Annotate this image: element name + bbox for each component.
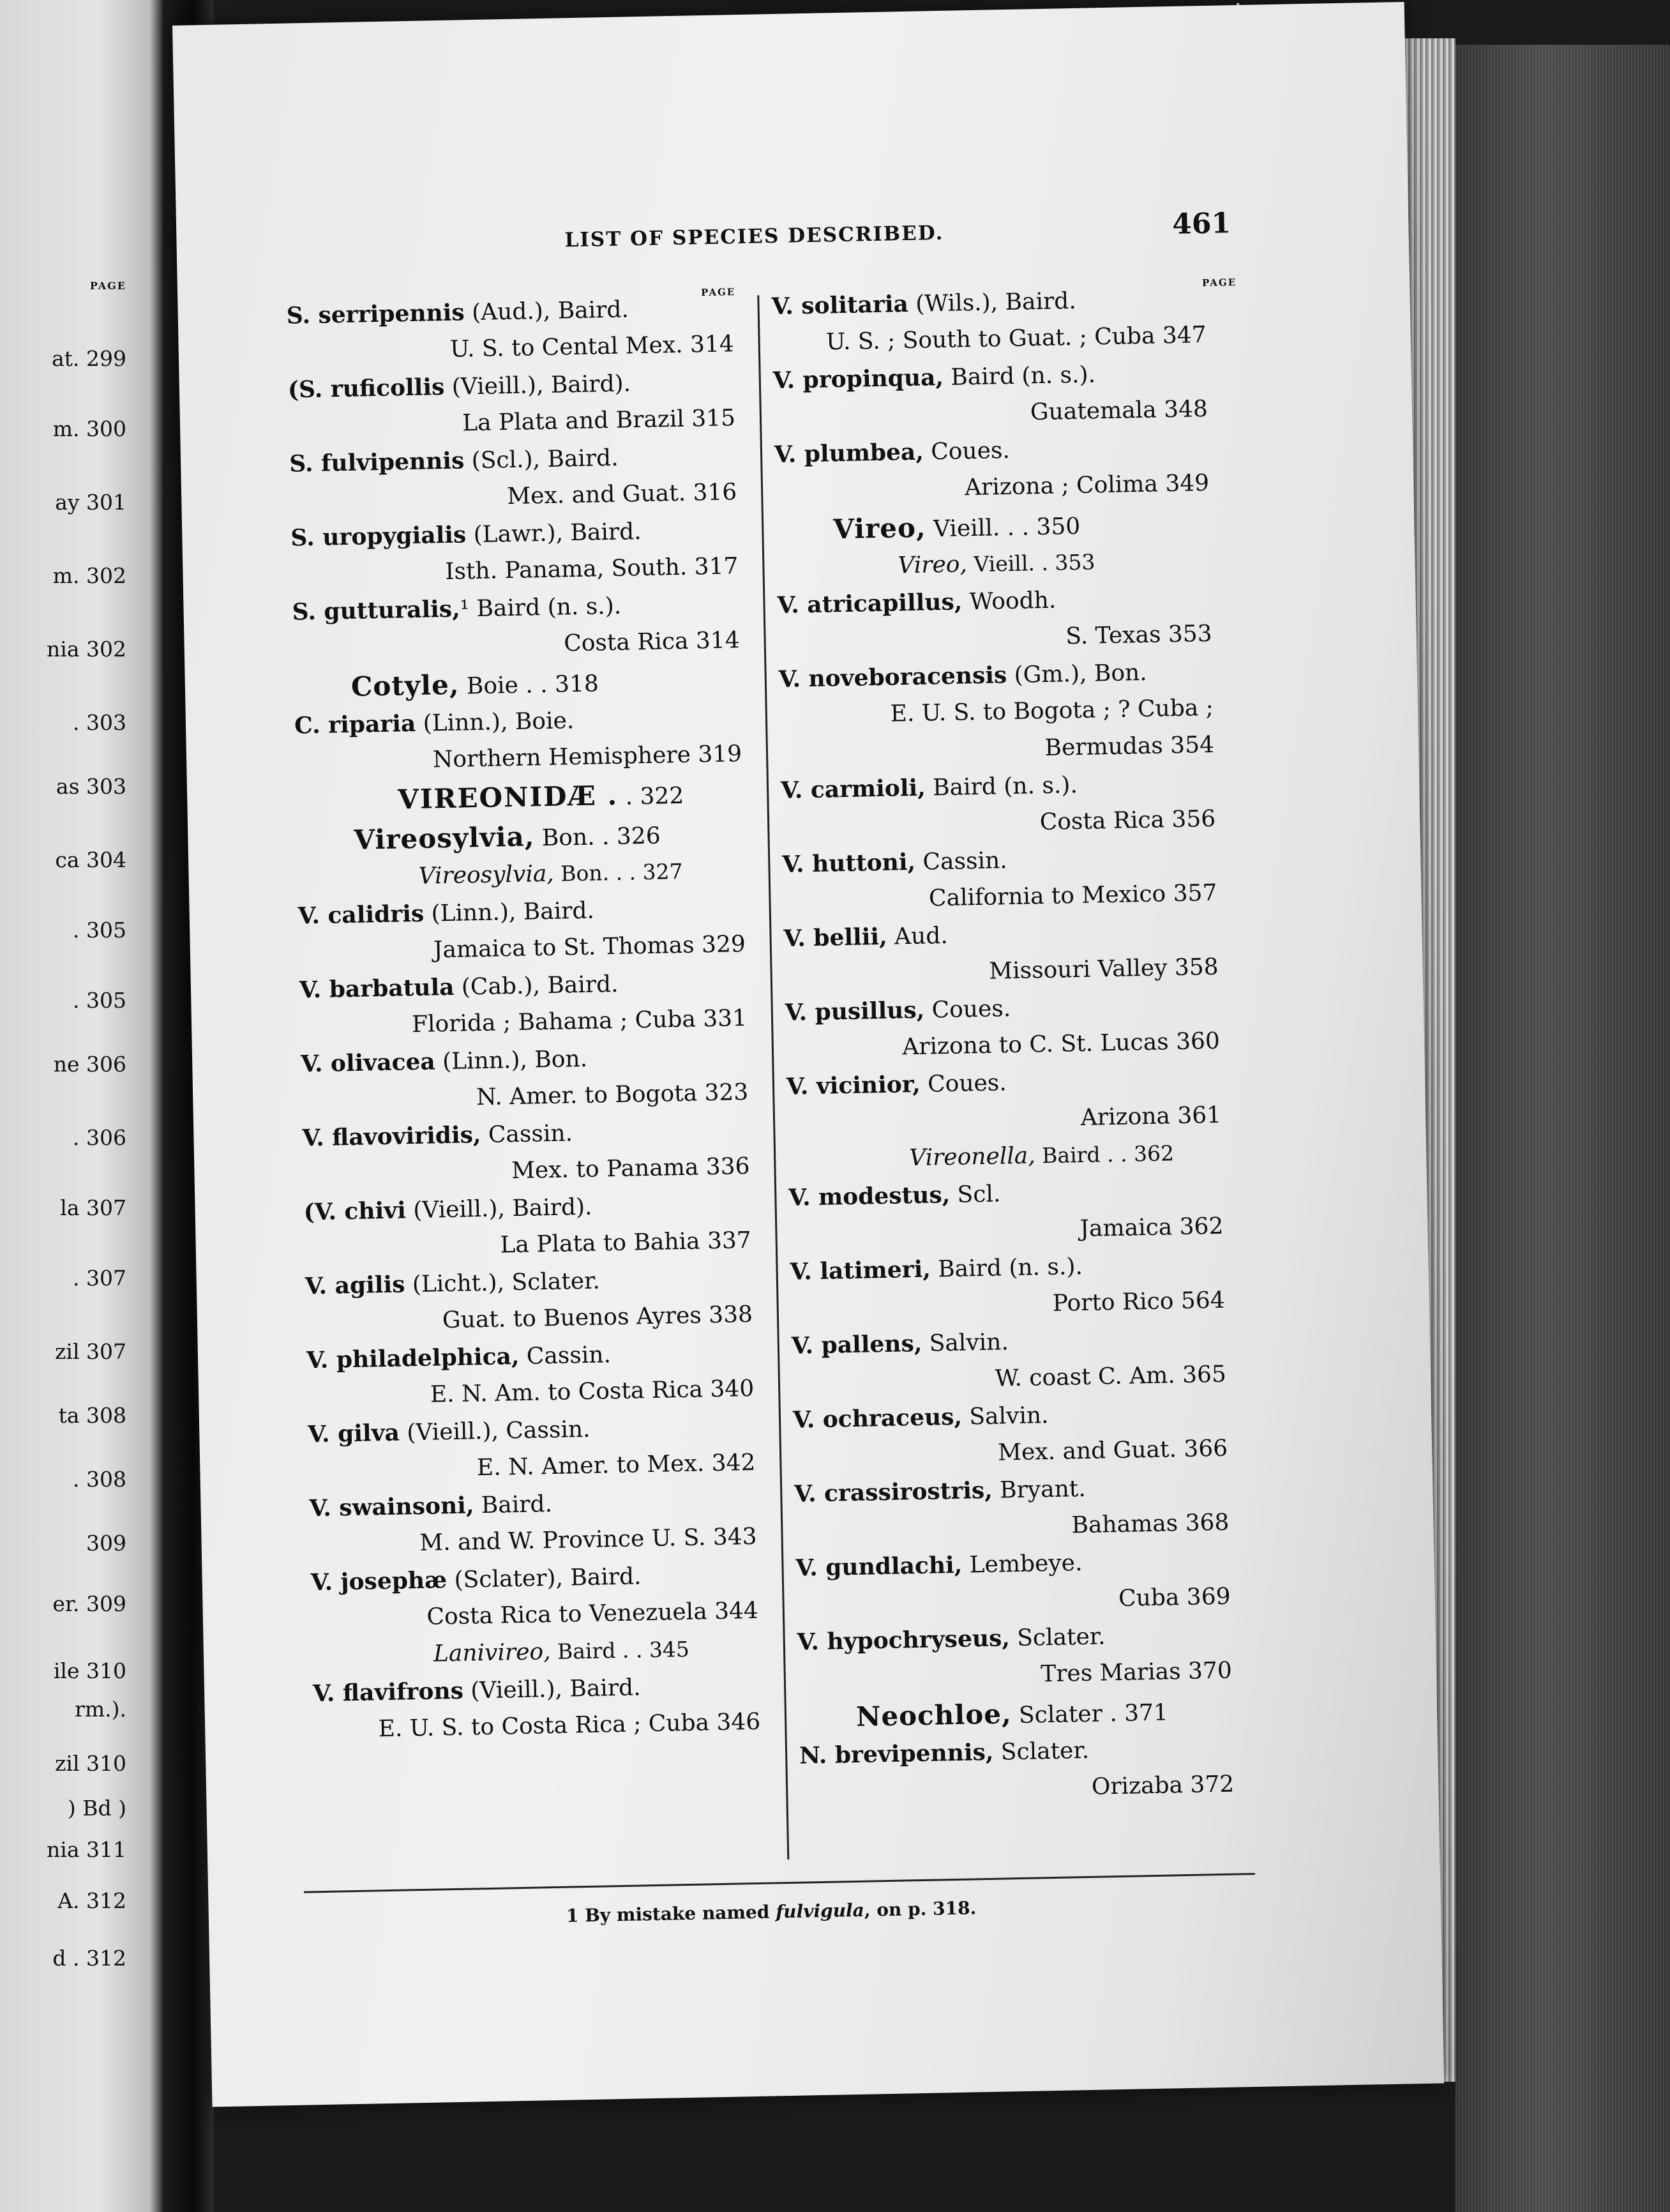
range-line: Mex. and Guat. 366 [997, 1435, 1228, 1466]
left-page-fragment-line: nia 311 [47, 1837, 126, 1862]
entry-authority: Baird . . 345 [550, 1636, 690, 1665]
subgenus-entry [433, 1638, 689, 1666]
entry-authority: Bon. . 326 [534, 822, 661, 852]
subgenus-name: Vireonella, [908, 1142, 1036, 1172]
left-page-fragment-line: . 305 [73, 988, 126, 1013]
entry-authority: (Lawr.), Baird. [465, 519, 642, 549]
species-name: V. calidris [297, 900, 425, 930]
entry-authority: Cassin. [519, 1342, 612, 1370]
genus-name: Neochloe, [855, 1698, 1012, 1732]
family-name: VIREONIDÆ . [397, 779, 619, 815]
species-name: V. vicinior, [786, 1070, 921, 1100]
left-page-fragment-line: zil 310 [55, 1751, 126, 1776]
species-name: V. gundlachi, [795, 1551, 963, 1582]
species-entry [773, 363, 1096, 393]
entry-authority: ¹ Baird (n. s.). [460, 593, 622, 623]
species-name: V. carmioli, [780, 774, 926, 804]
left-page-fragment-line: . 307 [73, 1266, 126, 1291]
left-page-fragment-line: ay 301 [55, 490, 126, 515]
range-line: Missouri Valley 358 [988, 953, 1219, 985]
species-entry [305, 1269, 601, 1299]
species-name: S. gutturalis, [292, 595, 461, 626]
species-name: V. olivacea [300, 1048, 436, 1078]
range-line: Orizaba 372 [1091, 1771, 1235, 1800]
species-entry [301, 1047, 588, 1077]
family-entry [398, 781, 684, 814]
footnote [566, 1897, 977, 1926]
entry-authority: Baird (n. s.). [943, 361, 1096, 391]
footnote-tail: , on p. 318. [864, 1897, 977, 1921]
species-entry [781, 773, 1078, 803]
species-entry [290, 520, 642, 550]
book-cover-board [1456, 45, 1670, 2212]
entry-authority: (Gm.), Bon. [1006, 659, 1148, 689]
species-name: C. riparia [294, 709, 416, 739]
species-name: S. uropygialis [290, 521, 467, 552]
species-entry [771, 289, 1076, 319]
range-line: Porto Rico 564 [1052, 1287, 1226, 1317]
entry-authority: Baird (n. s.). [930, 1253, 1083, 1283]
left-page-fragment-line: nia 302 [47, 637, 126, 662]
entry-authority: Bon. . . 327 [553, 858, 683, 886]
entry-authority: (Cab.), Baird. [454, 971, 619, 1001]
range-line: Guatemala 348 [1030, 395, 1208, 426]
subgenus-entry [898, 550, 1095, 577]
species-name: V. ochraceus, [792, 1403, 963, 1434]
species-name: V. plumbea, [774, 438, 924, 469]
left-page-fragment [0, 0, 163, 2212]
species-entry [294, 709, 575, 738]
range-line: N. Amer. to Bogota 323 [476, 1079, 749, 1111]
entry-authority: Sclater. [993, 1737, 1090, 1766]
range-line: M. and W. Province U. S. 343 [419, 1523, 757, 1556]
entry-authority: Cassin. [481, 1120, 573, 1149]
range-line: Cuba 369 [1118, 1583, 1231, 1612]
range-line: Northern Hemisphere 319 [432, 741, 742, 773]
column-divider [757, 295, 789, 1860]
range-line: E. N. Am. to Costa Rica 340 [430, 1375, 755, 1408]
left-page-fragment-line: ca 304 [55, 847, 126, 872]
species-entry [308, 1418, 591, 1446]
entry-authority: (Linn.), Baird. [423, 897, 595, 927]
species-name: V. pusillus, [785, 996, 925, 1026]
column-heading-right: PAGE [1201, 276, 1237, 289]
species-entry [777, 589, 1056, 617]
species-entry [311, 1564, 642, 1595]
species-name: V. latimeri, [790, 1255, 931, 1285]
footnote-marker: 1 [566, 1905, 579, 1927]
species-name: (V. chivi [303, 1197, 407, 1226]
subgenus-name: Vireo, [898, 551, 968, 579]
entry-authority: Aud. [887, 922, 949, 950]
species-name: V. noveboracensis [778, 662, 1007, 693]
left-page-fragment-line: ) Bd ) [67, 1796, 126, 1821]
entry-authority: (Wils.), Baird. [908, 287, 1077, 317]
species-name: V. flavoviridis, [302, 1121, 481, 1152]
genus-entry [354, 821, 661, 854]
left-page-fragment-line: ile 310 [53, 1658, 126, 1683]
entry-authority: (Vieill.), Cassin. [399, 1416, 591, 1446]
species-name: V. flavifrons [312, 1677, 464, 1708]
species-name: V. huttoni, [781, 848, 916, 878]
entry-authority: Coues. [920, 1070, 1007, 1098]
species-entry [292, 595, 621, 625]
entry-authority: (Linn.), Bon. [435, 1045, 588, 1075]
range-line: U. S. ; South to Guat. ; Cuba 347 [825, 322, 1207, 356]
range-line: California to Mexico 357 [928, 879, 1217, 912]
species-name: (S. ruficollis [287, 373, 445, 404]
species-entry [794, 1477, 1086, 1506]
species-entry [774, 439, 1010, 467]
left-page-fragment-line: ta 308 [58, 1403, 126, 1428]
genus-entry [856, 1698, 1169, 1731]
entry-authority: Sclater. [1009, 1623, 1106, 1652]
range-line: Mex. to Panama 336 [511, 1153, 750, 1185]
species-name: S. fulvipennis [289, 447, 465, 478]
footnote-italic: fulvigula [775, 1899, 865, 1923]
species-entry [297, 899, 594, 928]
range-line: Mex. and Guat. 316 [506, 479, 737, 510]
range-line: La Plata and Brazil 315 [462, 405, 736, 437]
species-entry [797, 1625, 1105, 1654]
species-name: V. josephæ [310, 1566, 448, 1596]
range-line: Costa Rica to Venezuela 344 [426, 1597, 759, 1630]
entry-authority: Baird . . 362 [1035, 1140, 1175, 1169]
range-line: Jamaica 362 [1079, 1213, 1224, 1243]
species-entry [306, 1343, 611, 1372]
species-entry [286, 298, 629, 328]
species-name: V. propinqua, [772, 363, 944, 395]
range-line: Costa Rica 314 [563, 627, 741, 657]
range-line: Jamaica to St. Thomas 329 [433, 931, 746, 964]
range-line: Bahamas 368 [1071, 1509, 1230, 1539]
range-line: La Plata to Bahia 337 [500, 1227, 752, 1259]
left-page-fragment-line: rm.). [75, 1697, 126, 1722]
species-entry [790, 1255, 1083, 1284]
entry-authority: Baird (n. s.). [925, 772, 1078, 801]
species-name: V. bellii, [783, 923, 888, 952]
range-line: W. coast C. Am. 365 [995, 1361, 1227, 1392]
entry-authority: Salvin. [961, 1402, 1049, 1430]
species-entry [299, 973, 619, 1003]
footnote-text: By mistake named [578, 1901, 776, 1927]
species-name: S. serripennis [286, 299, 465, 330]
entry-authority: (Linn.), Boie. [415, 708, 575, 737]
entry-authority: Bryant. [992, 1475, 1087, 1504]
range-line: Isth. Panama, South. 317 [444, 553, 739, 585]
species-name: V. pallens, [791, 1329, 922, 1360]
subgenus-name: Lanivireo, [433, 1639, 551, 1667]
column-heading-left: PAGE [701, 286, 736, 299]
species-name: V. agilis [305, 1271, 405, 1300]
range-line: Florida ; Bahama ; Cuba 331 [411, 1005, 748, 1038]
range-line: Costa Rica 356 [1039, 805, 1216, 836]
left-page-fragment-line: at. 299 [52, 346, 126, 371]
entry-authority: Vieill. . . 350 [926, 513, 1081, 543]
range-line: E. U. S. to Bogota ; ? Cuba ; [890, 694, 1214, 727]
left-page-fragment-line: as 303 [56, 774, 126, 799]
range-line: E. U. S. to Costa Rica ; Cuba 346 [378, 1708, 761, 1743]
entry-authority: Baird. [474, 1491, 553, 1519]
entry-authority: Coues. [923, 437, 1011, 466]
entry-authority: Woodh. [961, 587, 1057, 616]
genus-entry [351, 669, 599, 700]
entry-authority: (Sclater), Baird. [446, 1563, 642, 1594]
subgenus-entry [909, 1142, 1174, 1170]
entry-authority: (Vieill.), Baird). [405, 1193, 592, 1224]
subgenus-entry [418, 860, 683, 888]
species-name: V. modestus, [788, 1181, 951, 1211]
left-page-fragment-line: 309 [86, 1531, 126, 1556]
page-number: 461 [1171, 207, 1231, 241]
left-page-fragment-line: er. 309 [52, 1591, 126, 1616]
species-entry [303, 1195, 592, 1225]
range-line: Bermudas 354 [1044, 731, 1215, 761]
species-entry [302, 1121, 573, 1150]
running-title: LIST OF SPECIES DESCRIBED. [564, 221, 944, 252]
entry-authority: (Vieill.), Baird). [444, 370, 631, 400]
species-entry [309, 1492, 552, 1520]
entry-authority: . 322 [617, 782, 684, 810]
range-line: Guat. to Buenos Ayres 338 [442, 1301, 753, 1334]
left-page-fragment-line: m. 300 [52, 416, 126, 441]
entry-authority: Salvin. [921, 1329, 1009, 1357]
range-line: S. Texas 353 [1065, 620, 1212, 650]
entry-authority: (Aud.), Baird. [464, 296, 629, 326]
left-page-fragment-line: . 306 [73, 1125, 126, 1150]
species-entry [313, 1676, 641, 1706]
left-page-fragment-line: la 307 [60, 1195, 126, 1220]
species-name: V. swainsoni, [309, 1492, 474, 1522]
left-page-fragment-line: . 303 [73, 710, 126, 735]
species-entry [782, 849, 1007, 877]
species-name: V. crassirostris, [794, 1476, 993, 1508]
genus-name: Vireosylvia, [354, 821, 535, 856]
left-page-fragment-line: m. 302 [52, 563, 126, 588]
left-page-fragment-line: d . 312 [52, 1946, 126, 1971]
left-page-fragment-line: zil 307 [55, 1339, 126, 1364]
left-page-heading: PAGE [89, 280, 126, 292]
species-entry [793, 1404, 1049, 1432]
left-page-fragment-line: . 308 [73, 1467, 126, 1492]
range-line: Tres Marias 370 [1040, 1657, 1233, 1688]
range-line: U. S. to Cental Mex. 314 [449, 331, 735, 363]
species-name: V. hypochryseus, [797, 1625, 1011, 1656]
entry-authority: (Licht.), Sclater. [405, 1268, 601, 1298]
left-page-fragment-line: A. 312 [57, 1888, 126, 1913]
range-line: Arizona 361 [1080, 1102, 1222, 1131]
range-line: Arizona ; Colima 349 [964, 469, 1210, 501]
range-line: Arizona to C. St. Lucas 360 [901, 1027, 1221, 1061]
entry-authority: (Scl.), Baird. [463, 444, 619, 474]
species-entry [783, 924, 948, 951]
entry-authority: Sclater . 371 [1011, 1699, 1169, 1729]
entry-authority: Lembeye. [961, 1550, 1083, 1579]
genus-entry [833, 511, 1081, 543]
species-entry [289, 446, 619, 476]
entry-authority: Coues. [924, 996, 1011, 1024]
species-name: V. barbatula [299, 973, 455, 1004]
species-entry [786, 1071, 1007, 1099]
subgenus-name: Vireosylvia, [418, 860, 555, 890]
species-entry [792, 1330, 1009, 1358]
entry-authority: Vieill. . 353 [967, 549, 1095, 577]
species-name: V. solitaria [771, 290, 909, 321]
species-entry [788, 1182, 1001, 1209]
entry-authority: Boie . . 318 [459, 670, 599, 700]
genus-name: Vireo, [832, 511, 927, 545]
species-name: V. atricapillus, [777, 588, 963, 619]
left-page-fragment-line: ne 306 [53, 1052, 126, 1077]
species-entry [795, 1551, 1083, 1580]
genus-name: Cotyle, [350, 669, 460, 702]
species-entry [799, 1739, 1090, 1768]
entry-authority: Scl. [949, 1181, 1001, 1208]
footnote-rule [304, 1873, 1255, 1893]
species-name: V. gilva [307, 1419, 400, 1448]
entry-authority: Cassin. [915, 847, 1008, 875]
species-entry [288, 372, 631, 402]
species-name: V. philadelphica, [306, 1342, 520, 1374]
left-page-fragment-line: . 305 [73, 918, 126, 943]
entry-authority: (Vieill.), Baird. [463, 1674, 641, 1704]
book-page [172, 2, 1444, 2107]
species-name: N. brevipennis, [799, 1738, 994, 1769]
range-line: E. N. Amer. to Mex. 342 [476, 1449, 756, 1481]
species-entry [778, 661, 1147, 692]
species-entry [785, 997, 1011, 1025]
